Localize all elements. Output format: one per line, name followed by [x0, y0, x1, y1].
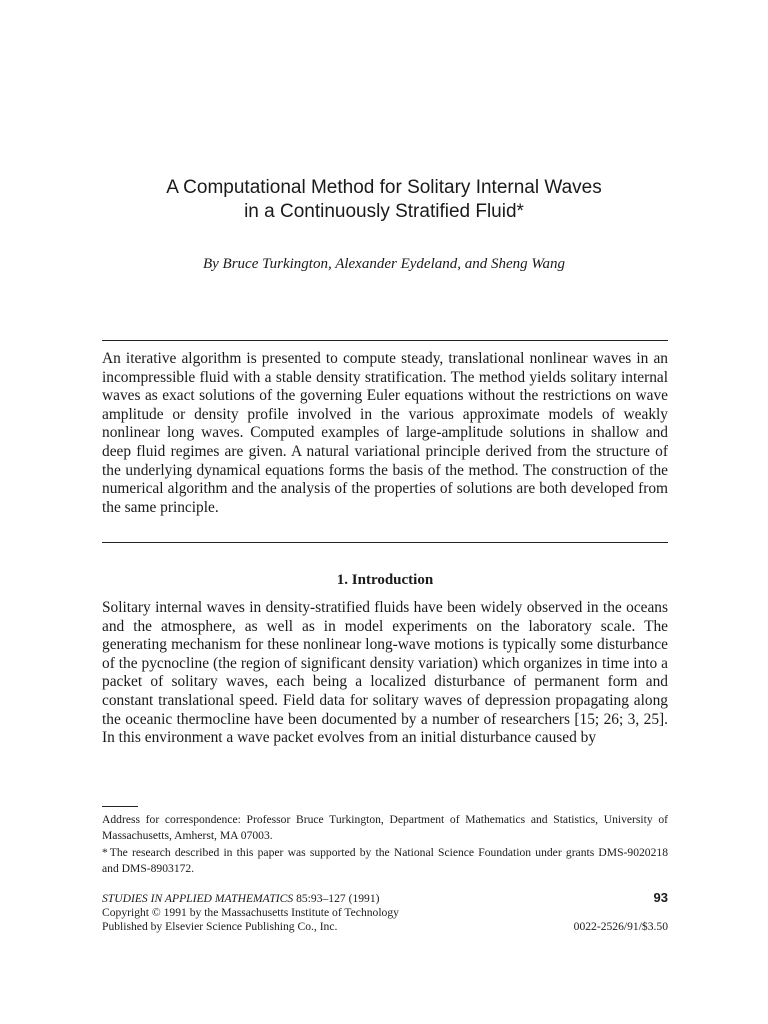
abstract-bottom-rule — [102, 542, 668, 543]
footnote-address: Address for correspondence: Professor Bruce Turkington, Department of Mathematics and Statistics, University of Massachusetts, Amherst, MA 07003. — [102, 813, 668, 842]
abstract-text: An iterative algorithm is presented to compute steady, translational nonlinear waves in an incompressible fluid with a stable density stratification. The method yields solitary internal waves as exact solutions of the governing Euler equations without the restrictions on wave amplitude or density profile involved in the various approximate models of weakly nonlinear long waves. Computed examples of large-amplitude solutions in shallow and deep fluid regimes are given. A natural variational principle derived from the structure of the underlying dynamical equations forms the basis of the method. The construction of the numerical algorithm and the analysis of the properties of solutions are both developed from the same principle. — [102, 350, 668, 516]
copyright-line: Copyright © 1991 by the Massachusetts Institute of Technology — [102, 906, 399, 919]
footnote-asterisk: * — [102, 846, 108, 859]
paper-title — [100, 176, 668, 224]
section-heading-introduction: 1. Introduction — [336, 572, 434, 588]
publisher-line: Published by Elsevier Science Publishing Co., Inc. — [102, 920, 338, 933]
journal-volume: 85:93–127 (1991) — [293, 892, 380, 905]
abstract-top-rule — [102, 340, 668, 341]
issn-price: 0022-2526/91/$3.50 — [573, 920, 668, 933]
journal-citation — [102, 892, 668, 906]
author-list: By Bruce Turkington, Alexander Eydeland, and Sheng Wang — [202, 256, 566, 272]
footnote-support-text: The research described in this paper was supported by the National Science Foundation under grants DMS-9020218 and DMS-8903172. — [102, 846, 668, 875]
page-number: 93 — [653, 890, 668, 905]
title-line-1: A Computational Method for Solitary Internal Waves — [166, 177, 602, 198]
footnote-rule — [102, 806, 138, 807]
introduction-paragraph: Solitary internal waves in density-stratified fluids have been widely observed in the oceans and the atmosphere, as well as in model experiments on the laboratory scale. The generating mechanism for these nonlinear long-wave motions is typically some disturbance of the pycnocline (the region of significant density variation) which organizes in time into a packet of solitary waves, each being a localized disturbance of permanent form and constant translational speed. Field data for solitary waves of depression propagating along the oceanic thermocline have been documented by a number of researchers [15; 26; 3, 25]. In this environment a wave packet evolves from an initial disturbance caused by — [102, 599, 668, 747]
title-line-2: in a Continuously Stratified Fluid* — [244, 201, 524, 222]
journal-name: STUDIES IN APPLIED MATHEMATICS — [102, 892, 294, 905]
footnote-support — [102, 845, 668, 877]
